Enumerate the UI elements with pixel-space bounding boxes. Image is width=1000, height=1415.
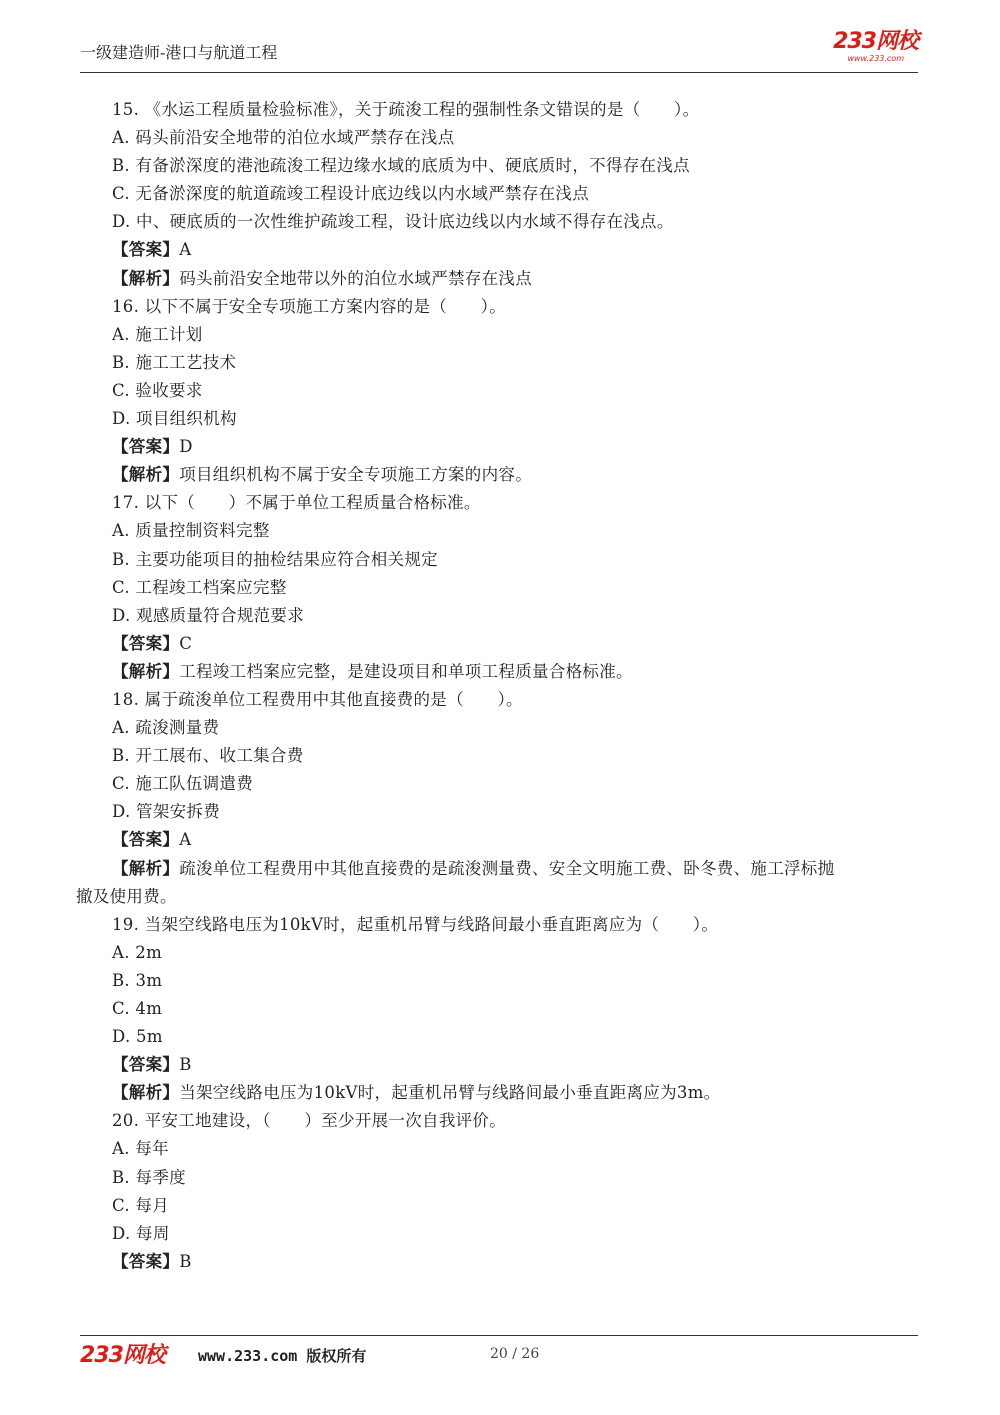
text-line xyxy=(76,1192,920,1220)
line-text: D. 管架安拆费 xyxy=(112,802,221,822)
line-text: A. 疏浚测量费 xyxy=(112,718,220,738)
text-line xyxy=(76,96,920,124)
text-line xyxy=(76,574,920,602)
line-text: B. 有备淤深度的港池疏浚工程边缘水域的底质为中、硬底质时，不得存在浅点 xyxy=(112,156,690,176)
line-text: B. 主要功能项目的抽检结果应符合相关规定 xyxy=(112,549,438,569)
text-line xyxy=(76,995,920,1023)
text-line xyxy=(76,686,920,714)
line-text: A. 施工计划 xyxy=(112,324,203,344)
line-text: 码头前沿安全地带以外的泊位水域严禁存在浅点 xyxy=(179,268,533,288)
text-line xyxy=(76,517,920,545)
line-label: 【答案】 xyxy=(112,437,180,457)
line-text: A. 2m xyxy=(112,942,163,962)
line-text: B. 开工展布、收工集合费 xyxy=(112,746,304,766)
line-text: D. 5m xyxy=(112,1027,163,1047)
line-text: 19. 当架空线路电压为10kV时，起重机吊臂与线路间最小垂直距离应为（ ）。 xyxy=(112,914,719,934)
line-text: C. 工程竣工档案应完整 xyxy=(112,577,287,597)
line-label: 【答案】 xyxy=(112,633,180,653)
line-text: 疏浚单位工程费用中其他直接费的是疏浚测量费、安全文明施工费、卧冬费、施工浮标抛 xyxy=(179,858,835,878)
line-text: C xyxy=(179,633,193,653)
line-text: 20. 平安工地建设，（ ）至少开展一次自我评价。 xyxy=(112,1111,507,1131)
line-label: 【解析】 xyxy=(112,858,180,878)
analysis-line xyxy=(76,1079,920,1107)
text-line xyxy=(76,602,920,630)
line-text: D xyxy=(179,437,193,457)
analysis-line xyxy=(76,855,920,883)
text-line xyxy=(76,124,920,152)
line-text: B xyxy=(179,1251,192,1271)
line-text: 16. 以下不属于安全专项施工方案内容的是（ ）。 xyxy=(112,296,507,316)
line-text: B. 每季度 xyxy=(112,1167,186,1187)
text-line xyxy=(76,939,920,967)
line-label: 【解析】 xyxy=(112,268,180,288)
brand-logo xyxy=(833,30,918,64)
line-continuation: 撤及使用费。 xyxy=(76,886,177,906)
line-label: 【解析】 xyxy=(112,465,180,485)
footer-copyright: www.233.com 版权所有 xyxy=(198,1347,367,1365)
line-text: D. 项目组织机构 xyxy=(112,409,237,429)
text-line xyxy=(76,798,920,826)
document-body xyxy=(76,96,920,1276)
line-text: C. 施工队伍调遣费 xyxy=(112,774,254,794)
text-line xyxy=(76,1220,920,1248)
text-line xyxy=(76,911,920,939)
line-text: 17. 以下（ ）不属于单位工程质量合格标准。 xyxy=(112,493,481,513)
text-line xyxy=(76,1023,920,1051)
text-line xyxy=(76,377,920,405)
line-text: B xyxy=(179,1055,192,1075)
line-text: 15. 《水运工程质量检验标准》，关于疏浚工程的强制性条文错误的是（ ）。 xyxy=(112,100,700,119)
line-text: A. 质量控制资料完整 xyxy=(112,521,270,541)
line-text: A xyxy=(179,240,192,260)
page-number: 20 / 26 xyxy=(490,1346,540,1362)
analysis-line xyxy=(76,265,920,293)
answer-line xyxy=(76,826,920,854)
line-label: 【答案】 xyxy=(112,240,180,260)
text-line xyxy=(76,349,920,377)
line-text: D. 每周 xyxy=(112,1223,170,1243)
header-title: 一级建造师-港口与航道工程 xyxy=(80,43,278,62)
line-text: B. 施工工艺技术 xyxy=(112,352,237,372)
line-label: 【答案】 xyxy=(112,830,180,850)
logo-url: www.233.com xyxy=(847,54,904,63)
line-text: A. 码头前沿安全地带的泊位水域严禁存在浅点 xyxy=(112,128,455,148)
answer-line xyxy=(76,630,920,658)
line-text: 项目组织机构不属于安全专项施工方案的内容。 xyxy=(179,465,533,485)
line-text: A xyxy=(179,830,192,850)
text-line xyxy=(76,152,920,180)
line-label: 【解析】 xyxy=(112,661,180,681)
line-text: 18. 属于疏浚单位工程费用中其他直接费的是（ ）。 xyxy=(112,689,523,709)
answer-line xyxy=(76,1248,920,1276)
line-text: C. 4m xyxy=(112,999,163,1018)
text-line xyxy=(76,180,920,208)
footer-logo: 233网校 xyxy=(80,1343,165,1368)
line-label: 【答案】 xyxy=(112,1251,180,1271)
line-text: C. 验收要求 xyxy=(112,380,203,400)
text-line xyxy=(76,405,920,433)
analysis-line xyxy=(76,658,920,686)
line-text: 工程竣工档案应完整，是建设项目和单项工程质量合格标准。 xyxy=(179,661,633,681)
line-text: B. 3m xyxy=(112,970,163,990)
text-line xyxy=(76,321,920,349)
text-line xyxy=(76,1164,920,1192)
line-text: D. 观感质量符合规范要求 xyxy=(112,605,305,625)
text-line xyxy=(76,714,920,742)
line-text: C. 无备淤深度的航道疏竣工程设计底边线以内水域严禁存在浅点 xyxy=(112,184,590,204)
line-text: A. 每年 xyxy=(112,1139,169,1159)
page-header xyxy=(80,30,918,73)
line-text: D. 中、硬底质的一次性维护疏竣工程，设计底边线以内水域不得存在浅点。 xyxy=(112,212,674,232)
text-line xyxy=(76,293,920,321)
text-line xyxy=(76,742,920,770)
answer-line xyxy=(76,433,920,461)
answer-line xyxy=(76,236,920,264)
line-text: 当架空线路电压为10kV时，起重机吊臂与线路间最小垂直距离应为3m。 xyxy=(179,1083,721,1103)
text-line xyxy=(76,770,920,798)
analysis-line xyxy=(76,461,920,489)
text-line xyxy=(76,208,920,236)
text-line xyxy=(76,1107,920,1135)
text-line xyxy=(76,1135,920,1163)
page-footer xyxy=(80,1335,918,1376)
logo-text: 233网校 xyxy=(833,29,918,54)
line-label: 【解析】 xyxy=(112,1083,180,1103)
line-label: 【答案】 xyxy=(112,1055,180,1075)
text-line xyxy=(76,546,920,574)
text-line xyxy=(76,489,920,517)
line-text: C. 每月 xyxy=(112,1195,170,1215)
text-line xyxy=(76,967,920,995)
answer-line xyxy=(76,1051,920,1079)
